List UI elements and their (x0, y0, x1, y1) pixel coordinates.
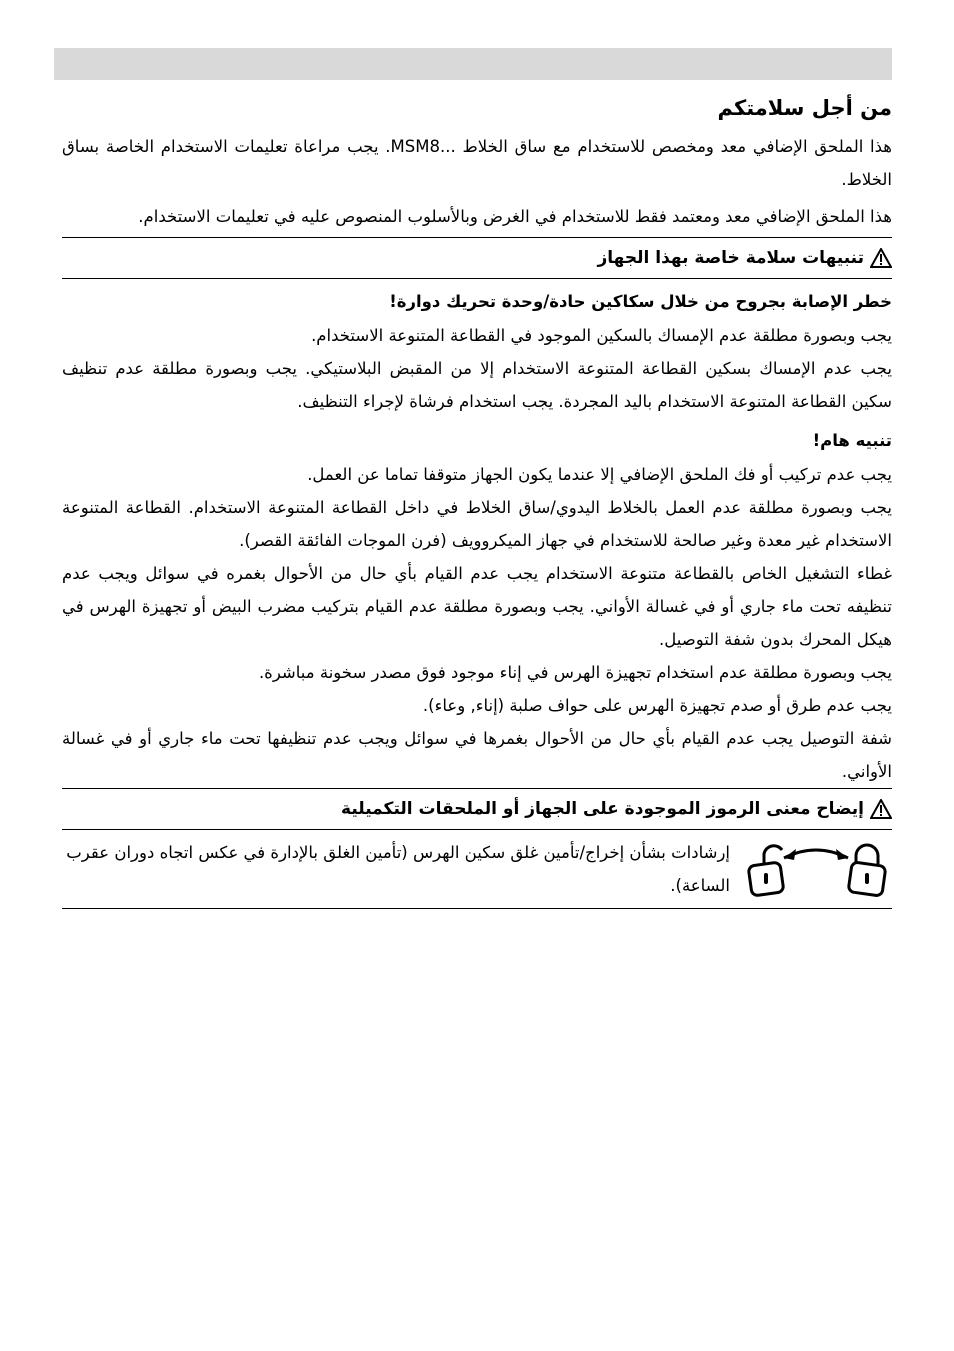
important-line-1: يجب عدم تركيب أو فك الملحق الإضافي إلا عندما يكون الجهاز متوقفا تماما عن العمل. (307, 465, 892, 484)
important-line-3: غطاء التشغيل الخاص بالقطاعة متنوعة الاستخدام يجب عدم القيام بأي حال من الأحوال بغمره في سوائل ويجب عدم تنظيفه تحت ماء جاري أو في غسالة الأواني. يجب وبصورة مطلقة عدم القيام بتركيب مضرب البيض أو تجهيزة الهرس في هيكل المحرك بدون شفة التوصيل. (62, 564, 892, 649)
important-line-4: يجب وبصورة مطلقة عدم استخدام تجهيزة الهرس في إناء موجود فوق مصدر سخونة مباشرة. (258, 663, 892, 682)
safety-heading-text: تنبيهات سلامة خاصة بهذا الجهاز (597, 248, 864, 268)
symbols-heading-text: إيضاح معنى الرموز الموجودة على الجهاز أو الملحقات التكميلية (341, 799, 864, 819)
unlock-lock-arrow-icon (744, 840, 892, 898)
symbols-heading (62, 789, 892, 829)
divider (62, 908, 892, 909)
important-line-5: يجب عدم طرق أو صدم تجهيزة الهرس على حواف صلبة (إناء, وعاء). (422, 696, 892, 715)
intro-paragraph-1: هذا الملحق الإضافي معد ومخصص للاستخدام مع ساق الخلاط ...MSM8. يجب مراعاة تعليمات الاستخدام الخاصة بساق الخلاط. (62, 137, 893, 189)
danger-title: خطر الإصابة بجروح من خلال سكاكين حادة/وحدة تحريك دوارة! (389, 292, 892, 311)
danger-line-1: يجب وبصورة مطلقة عدم الإمساك بالسكين الموجود في القطاعة المتنوعة الاستخدام. (311, 326, 892, 345)
important-title: تنبيه هام! (812, 431, 892, 450)
page-title: من أجل سلامتكم (717, 96, 892, 120)
warning-icon (870, 799, 892, 819)
header-bar (54, 48, 892, 80)
danger-line-2: يجب عدم الإمساك بسكين القطاعة المتنوعة الاستخدام إلا من المقبض البلاستيكي. يجب وبصورة مطلقة عدم تنظيف سكين القطاعة المتنوعة الاستخدام باليد المجردة. يجب استخدام فرشاة لإجراء التنظيف. (62, 359, 892, 411)
symbol-description: إرشادات بشأن إخراج/تأمين غلق سكين الهرس (تأمين الغلق بالإدارة في عكس اتجاه دوران عقرب الساعة). (66, 843, 730, 895)
safety-heading (62, 238, 892, 278)
warning-icon (870, 248, 892, 268)
divider (62, 278, 892, 279)
symbol-item (62, 830, 892, 908)
important-line-6: شفة التوصيل يجب عدم القيام بأي حال من الأحوال بغمرها في سوائل ويجب عدم تنظيفها تحت ماء جاري أو في غسالة الأواني. (62, 729, 892, 781)
intro-paragraph-2: هذا الملحق الإضافي معد ومعتمد فقط للاستخدام في الغرض وبالأسلوب المنصوص عليه في تعليمات الاستخدام. (138, 207, 892, 226)
page (62, 48, 892, 909)
important-line-2: يجب وبصورة مطلقة عدم العمل بالخلاط اليدوي/ساق الخلاط في داخل القطاعة المتنوعة الاستخدام. القطاعة المتنوعة الاستخدام غير معدة وغير صالحة للاستخدام في جهاز الميكروويف (فرن الموجات الفائقة القصر). (62, 498, 892, 550)
